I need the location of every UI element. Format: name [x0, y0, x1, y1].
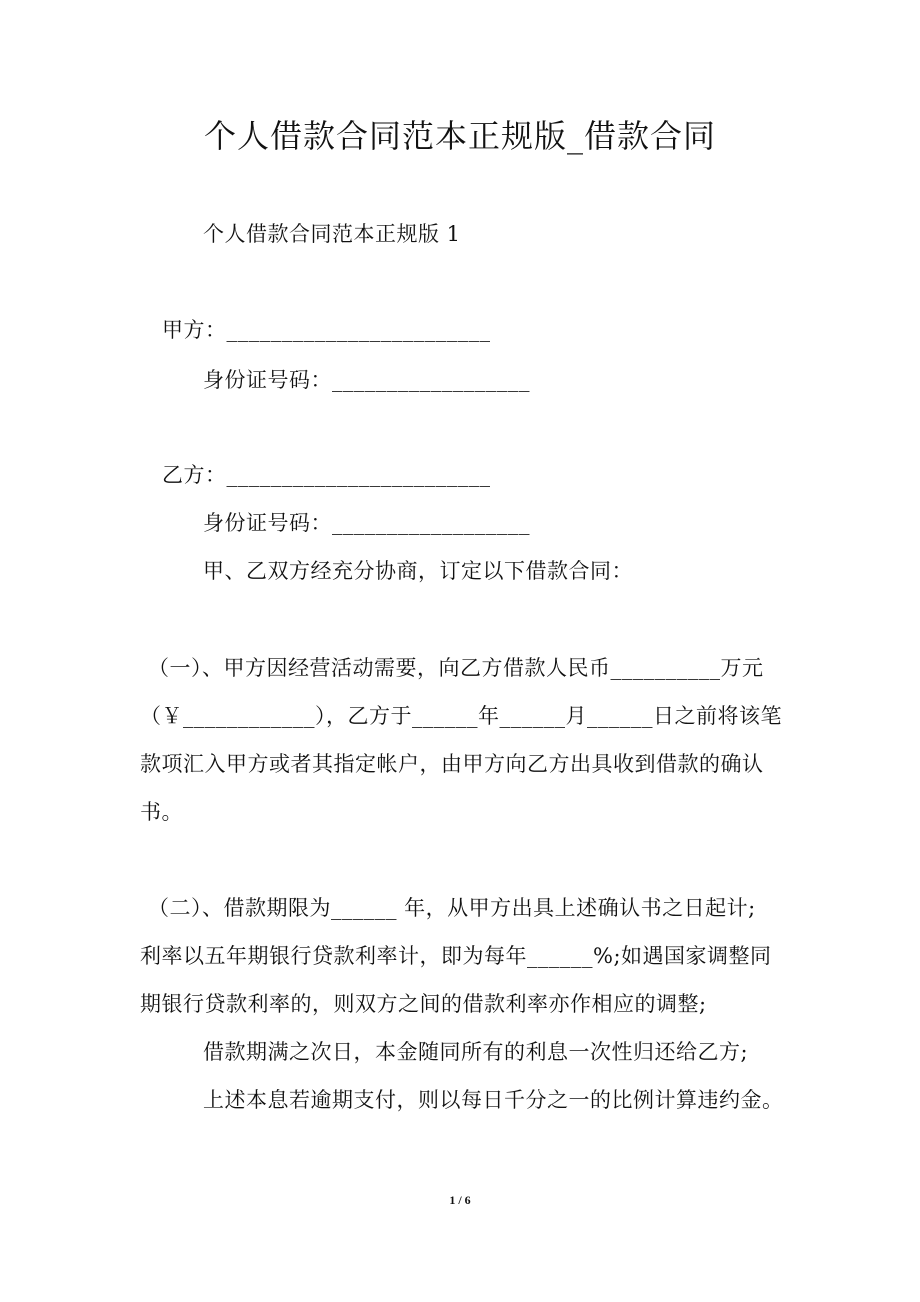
clause-2-line-2: 利率以五年期银行贷款利率计，即为每年______%;如遇国家调整同 [140, 944, 772, 968]
clause-1-line-4: 书。 [140, 800, 183, 824]
clause-2-line-1: （二）、借款期限为______ 年，从甲方出具上述确认书之日起计; [148, 896, 756, 920]
page-number: 1 / 6 [449, 1193, 471, 1207]
intro-paragraph: 甲、乙双方经充分协商，订定以下借款合同： [203, 559, 633, 583]
party-a-id-line: 身份证号码：__________________ [203, 368, 530, 392]
party-b-id-line: 身份证号码：__________________ [203, 511, 530, 535]
party-a-line: 甲方：________________________ [162, 318, 491, 342]
clause-1-line-1: （一）、甲方因经营活动需要，向乙方借款人民币__________万元 [148, 656, 764, 680]
clause-2-line-3: 期银行贷款利率的，则双方之间的借款利率亦作相应的调整; [140, 992, 707, 1016]
repayment-paragraph: 借款期满之次日，本金随同所有的利息一次性归还给乙方; [203, 1040, 749, 1064]
document-title: 个人借款合同范本正规版_借款合同 [203, 117, 716, 155]
penalty-paragraph: 上述本息若逾期支付，则以每日千分之一的比例计算违约金。 [203, 1088, 784, 1112]
clause-1-line-2: （￥____________），乙方于______年______月______日之前将该笔 [140, 704, 782, 728]
clause-1-line-3: 款项汇入甲方或者其指定帐户，由甲方向乙方出具收到借款的确认 [140, 752, 764, 776]
party-b-line: 乙方：________________________ [162, 463, 491, 487]
document-subtitle: 个人借款合同范本正规版 1 [203, 222, 461, 246]
